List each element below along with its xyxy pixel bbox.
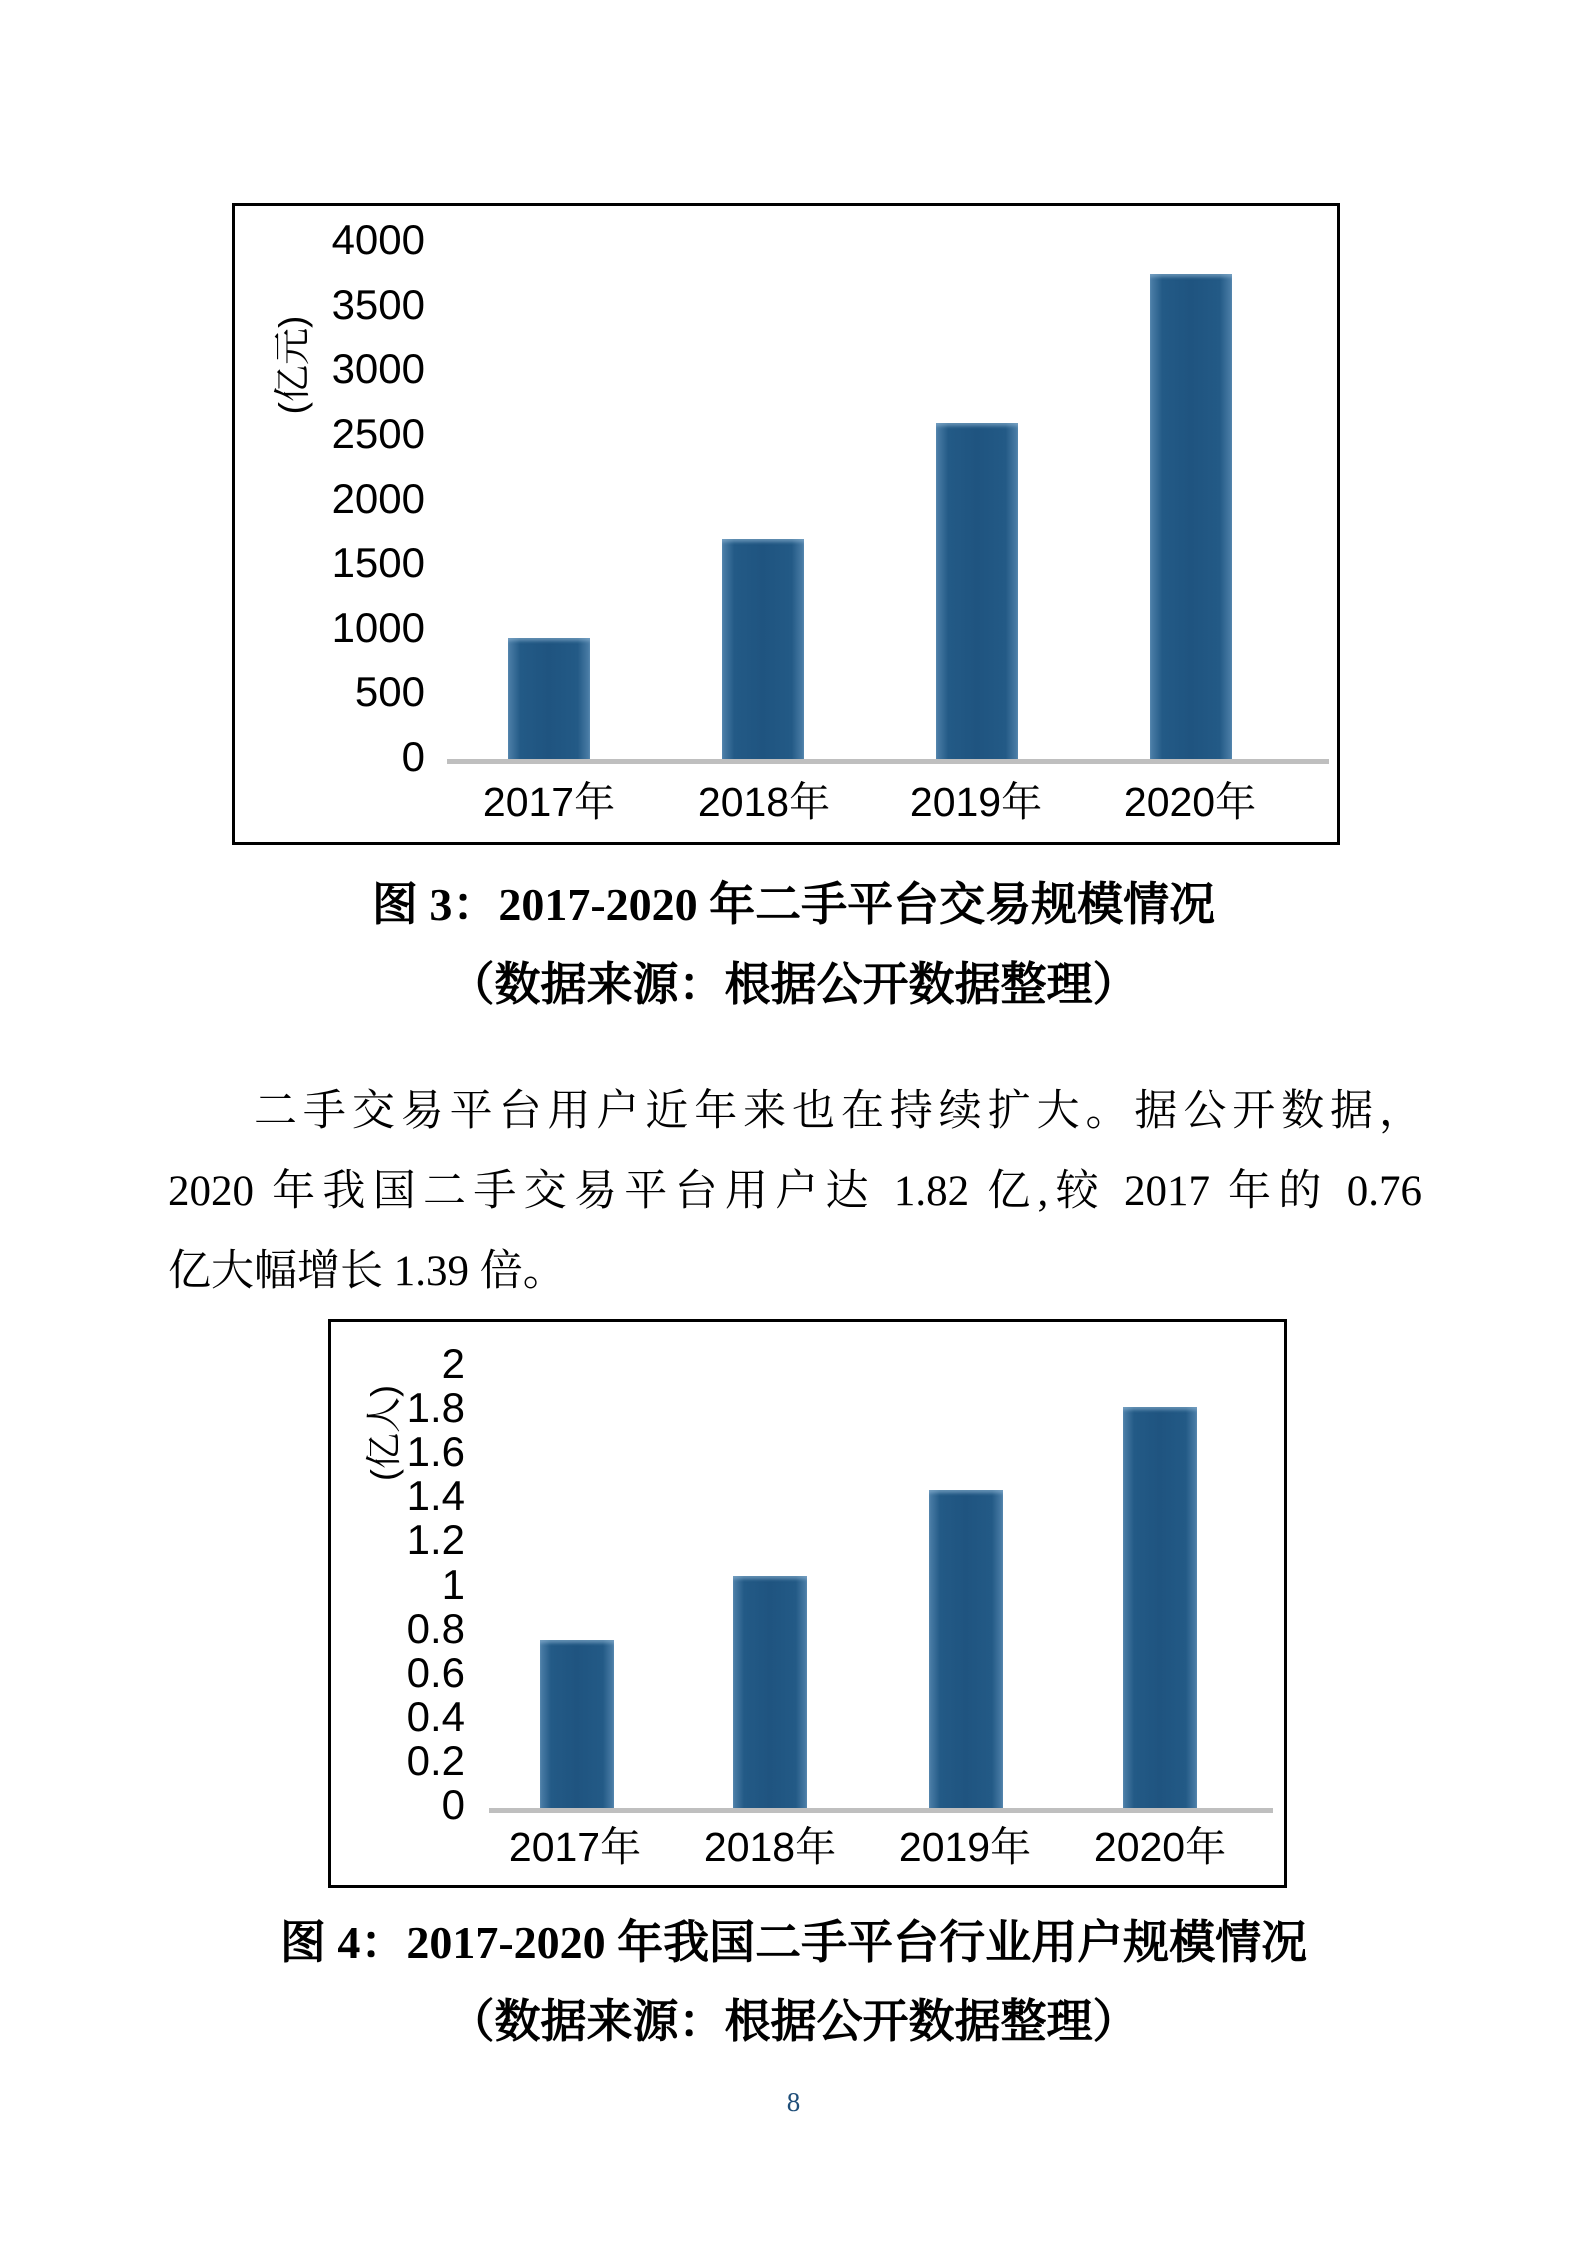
paragraph-line-2: 2020 年我国二手交易平台用户达 1.82 亿,较 2017 年的 0.76: [168, 1168, 1422, 1215]
bar-2017年: [508, 638, 590, 759]
page-number: 8: [786, 2087, 801, 2117]
y-axis-tick-label: 0.8: [406, 1605, 465, 1652]
figure3-caption-title: 图 3：2017-2020 年二手平台交易规模情况: [371, 879, 1216, 930]
y-axis-tick-label: 3500: [331, 281, 425, 328]
paragraph-line-1: 二手交易平台用户近年来也在持续扩大。据公开数据，: [254, 1088, 1422, 1135]
bar-2017年: [540, 1640, 614, 1808]
bar-2019年: [929, 1490, 1003, 1808]
bar-2020年: [1150, 274, 1232, 759]
figure3-x-axis-line: [447, 759, 1329, 764]
figure4-caption-title: 图 4：2017-2020 年我国二手平台行业用户规模情况: [279, 1917, 1308, 1968]
y-axis-tick-label: 1.4: [406, 1472, 465, 1519]
y-axis-tick-label: 1.2: [406, 1516, 465, 1563]
x-axis-category-label: 2020年: [1093, 1824, 1227, 1870]
x-axis-category-label: 2018年: [703, 1824, 837, 1870]
figure3-caption-source: （数据来源：根据公开数据整理）: [448, 959, 1139, 1010]
y-axis-tick-label: 2500: [331, 410, 425, 457]
y-axis-tick-label: 3000: [331, 345, 425, 392]
y-axis-tick-label: 0.2: [406, 1737, 465, 1784]
body-paragraph: [168, 1072, 1422, 1312]
y-axis-tick-label: 2000: [331, 475, 425, 522]
y-axis-tick-label: 1: [441, 1561, 465, 1608]
figure3-chart: [232, 203, 1340, 845]
y-axis-tick-label: 1000: [331, 604, 425, 651]
figure4-chart: [328, 1319, 1287, 1888]
bar-2018年: [722, 539, 804, 759]
y-axis-tick-label: 4000: [331, 216, 425, 263]
bar-2018年: [733, 1576, 807, 1808]
figure4-caption-source: （数据来源：根据公开数据整理）: [448, 1996, 1139, 2047]
x-axis-category-label: 2017年: [482, 779, 616, 825]
y-axis-tick-label: 0: [441, 1781, 465, 1828]
figure4-y-axis-unit-label: (亿人): [363, 1385, 404, 1481]
y-axis-tick-label: 0.4: [406, 1693, 465, 1740]
paragraph-line-3: 亿大幅增长 1.39 倍。: [168, 1248, 566, 1295]
x-axis-category-label: 2019年: [909, 779, 1043, 825]
y-axis-tick-label: 1.8: [406, 1384, 465, 1431]
x-axis-category-label: 2020年: [1123, 779, 1257, 825]
figure3-y-axis-unit-label: (亿元): [272, 315, 313, 415]
x-axis-category-label: 2019年: [898, 1824, 1032, 1870]
x-axis-category-label: 2018年: [697, 779, 831, 825]
y-axis-tick-label: 1500: [331, 539, 425, 586]
figure4-x-axis-line: [489, 1808, 1273, 1813]
bar-2019年: [936, 423, 1018, 759]
y-axis-tick-label: 2: [441, 1340, 465, 1387]
y-axis-tick-label: 500: [354, 668, 425, 715]
y-axis-tick-label: 1.6: [406, 1428, 465, 1475]
y-axis-tick-label: 0.6: [406, 1649, 465, 1696]
bar-2020年: [1123, 1407, 1197, 1808]
x-axis-category-label: 2017年: [508, 1824, 642, 1870]
y-axis-tick-label: 0: [401, 733, 425, 780]
